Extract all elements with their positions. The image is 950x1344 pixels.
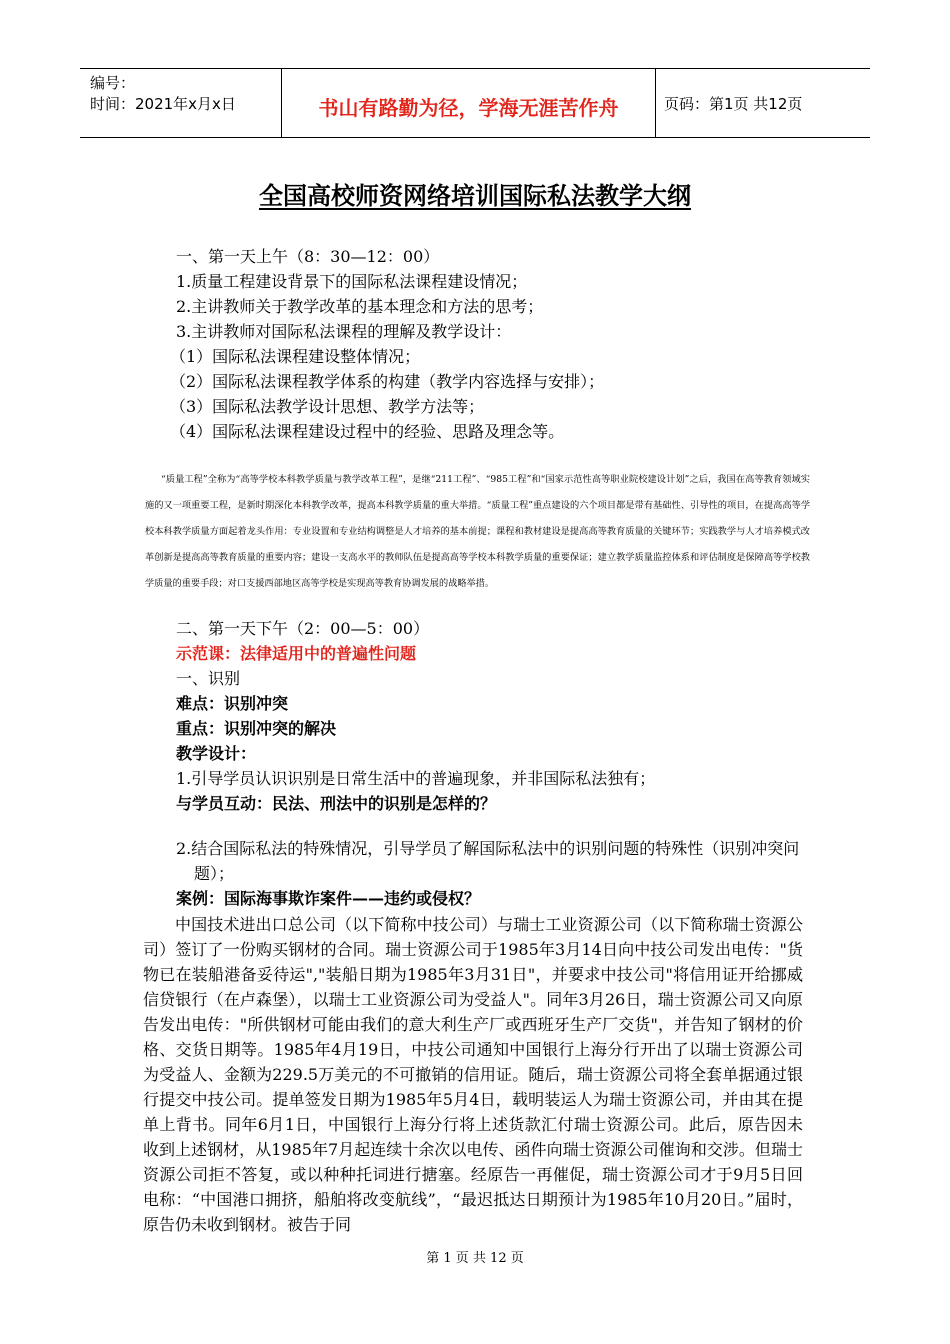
page-footer: 第 1 页 共 12 页 bbox=[426, 1251, 524, 1266]
interaction-prompt: 与学员互动：民法、刑法中的识别是怎样的？ bbox=[176, 794, 497, 813]
section-1-item: （3）国际私法教学设计思想、教学方法等； bbox=[170, 397, 485, 416]
quality-project-note: “质量工程”全称为“高等学校本科教学质量与教学改革工程”，是继“211工程”、“985工程”和“国家示范性高等职业院校建设计划”之后，我国在高等教育领域实施的又一项重要工程，是新时期深化本科教学改革，提高本科教学质量的重大举措。“质量工程”重点建设的六个项目都是带有基础性、引导性的项目，在提高高等学校本科教学质量方面起着龙头作用：专业设置和专业结构调整是人才培养的基本前提；课程和教材建设是提高高等教育质量的关键环节；实践教学与人才培养模式改革创新是提高高等教育质量的重要内容；建设一支高水平的教师队伍是提高高等学校本科教学质量的重要保证；建立教学质量监控体系和评估制度是保障高等学校教学质量的重要手段；对口支援西部地区高等学校是实现高等教育协调发展的战略举措。 bbox=[145, 474, 810, 589]
section-2-heading: 二、第一天下午（2：00—5：00） bbox=[176, 619, 430, 638]
header-number: 编号： bbox=[90, 74, 136, 92]
header-meta bbox=[80, 69, 282, 137]
section-1-item: （1）国际私法课程建设整体情况； bbox=[170, 347, 421, 366]
demo-lesson-title: 示范课：法律适用中的普遍性问题 bbox=[176, 644, 417, 663]
spacer bbox=[176, 816, 816, 836]
subsection-title: 一、识别 bbox=[176, 669, 241, 688]
design-point-1: 1.引导学员认识识别是日常生活中的普遍现象，并非国际私法独有； bbox=[176, 769, 656, 788]
case-title: 案例：国际海事欺诈案件——违约或侵权？ bbox=[176, 889, 481, 908]
section-1-item: （4）国际私法课程建设过程中的经验、思路及理念等。 bbox=[170, 422, 565, 441]
section-1 bbox=[170, 244, 816, 444]
difficulty-point: 难点：识别冲突 bbox=[176, 694, 289, 713]
header-page-info: 页码：第1页 共12页 bbox=[664, 94, 803, 113]
section-1-heading: 一、第一天上午（8：30—12：00） bbox=[176, 247, 440, 266]
section-2 bbox=[176, 616, 816, 911]
page-header bbox=[80, 68, 870, 138]
document-title: 全国高校师资网络培训国际私法教学大纲 bbox=[259, 182, 691, 210]
teaching-design: 教学设计： bbox=[176, 744, 257, 763]
key-point: 重点：识别冲突的解决 bbox=[176, 719, 337, 738]
section-1-item: （2）国际私法课程教学体系的构建（教学内容选择与安排）； bbox=[170, 372, 605, 391]
section-1-item: 2.主讲教师关于教学改革的基本理念和方法的思考； bbox=[176, 297, 544, 316]
design-point-2: 2.结合国际私法的特殊情况，引导学员了解国际私法中的识别问题的特殊性（识别冲突问题）； bbox=[176, 839, 800, 883]
header-motto: 书山有路勤为径，学海无涯苦作舟 bbox=[282, 69, 656, 137]
section-1-item: 3.主讲教师对国际私法课程的理解及教学设计： bbox=[176, 322, 512, 341]
header-date: 时间：2021年x月x日 bbox=[90, 95, 236, 113]
case-text: 中国技术进出口总公司（以下简称中技公司）与瑞士工业资源公司（以下简称瑞士资源公司）签订了一份购买钢材的合同。瑞士资源公司于1985年3月14日向中技公司发出电传："货物已在装船港备妥待运","装船日期为1985年3月31日"，并要求中技公司"将信用证开给挪威信贷银行（在卢森堡），以瑞士工业资源公司为受益人"。同年3月26日，瑞士资源公司又向原告发出电传："所供钢材可能由我们的意大利生产厂或西班牙生产厂交货"，并告知了钢材的价格、交货日期等。1985年4月19日，中技公司通知中国银行上海分行开出了以瑞士资源公司为受益人、金额为229.5万美元的不可撤销的信用证。随后，瑞士资源公司将全套单据通过银行提交中技公司。提单签发日期为1985年5月4日，载明装运人为瑞士资源公司，并由其在提单上背书。同年6月1日，中国银行上海分行将上述货款汇付瑞士资源公司。此后，原告因未收到上述钢材，从1985年7月起连续十余次以电传、函件向瑞士资源公司催询和交涉。但瑞士资源公司拒不答复，或以种种托词进行搪塞。经原告一再催促，瑞士资源公司才于9月5日回电称：“中国港口拥挤，船舶将改变航线”，“最迟抵达日期预计为1985年10月20日。”届时，原告仍未收到钢材。被告于同 bbox=[143, 915, 803, 1234]
section-1-item: 1.质量工程建设背景下的国际私法课程建设情况； bbox=[176, 272, 528, 291]
